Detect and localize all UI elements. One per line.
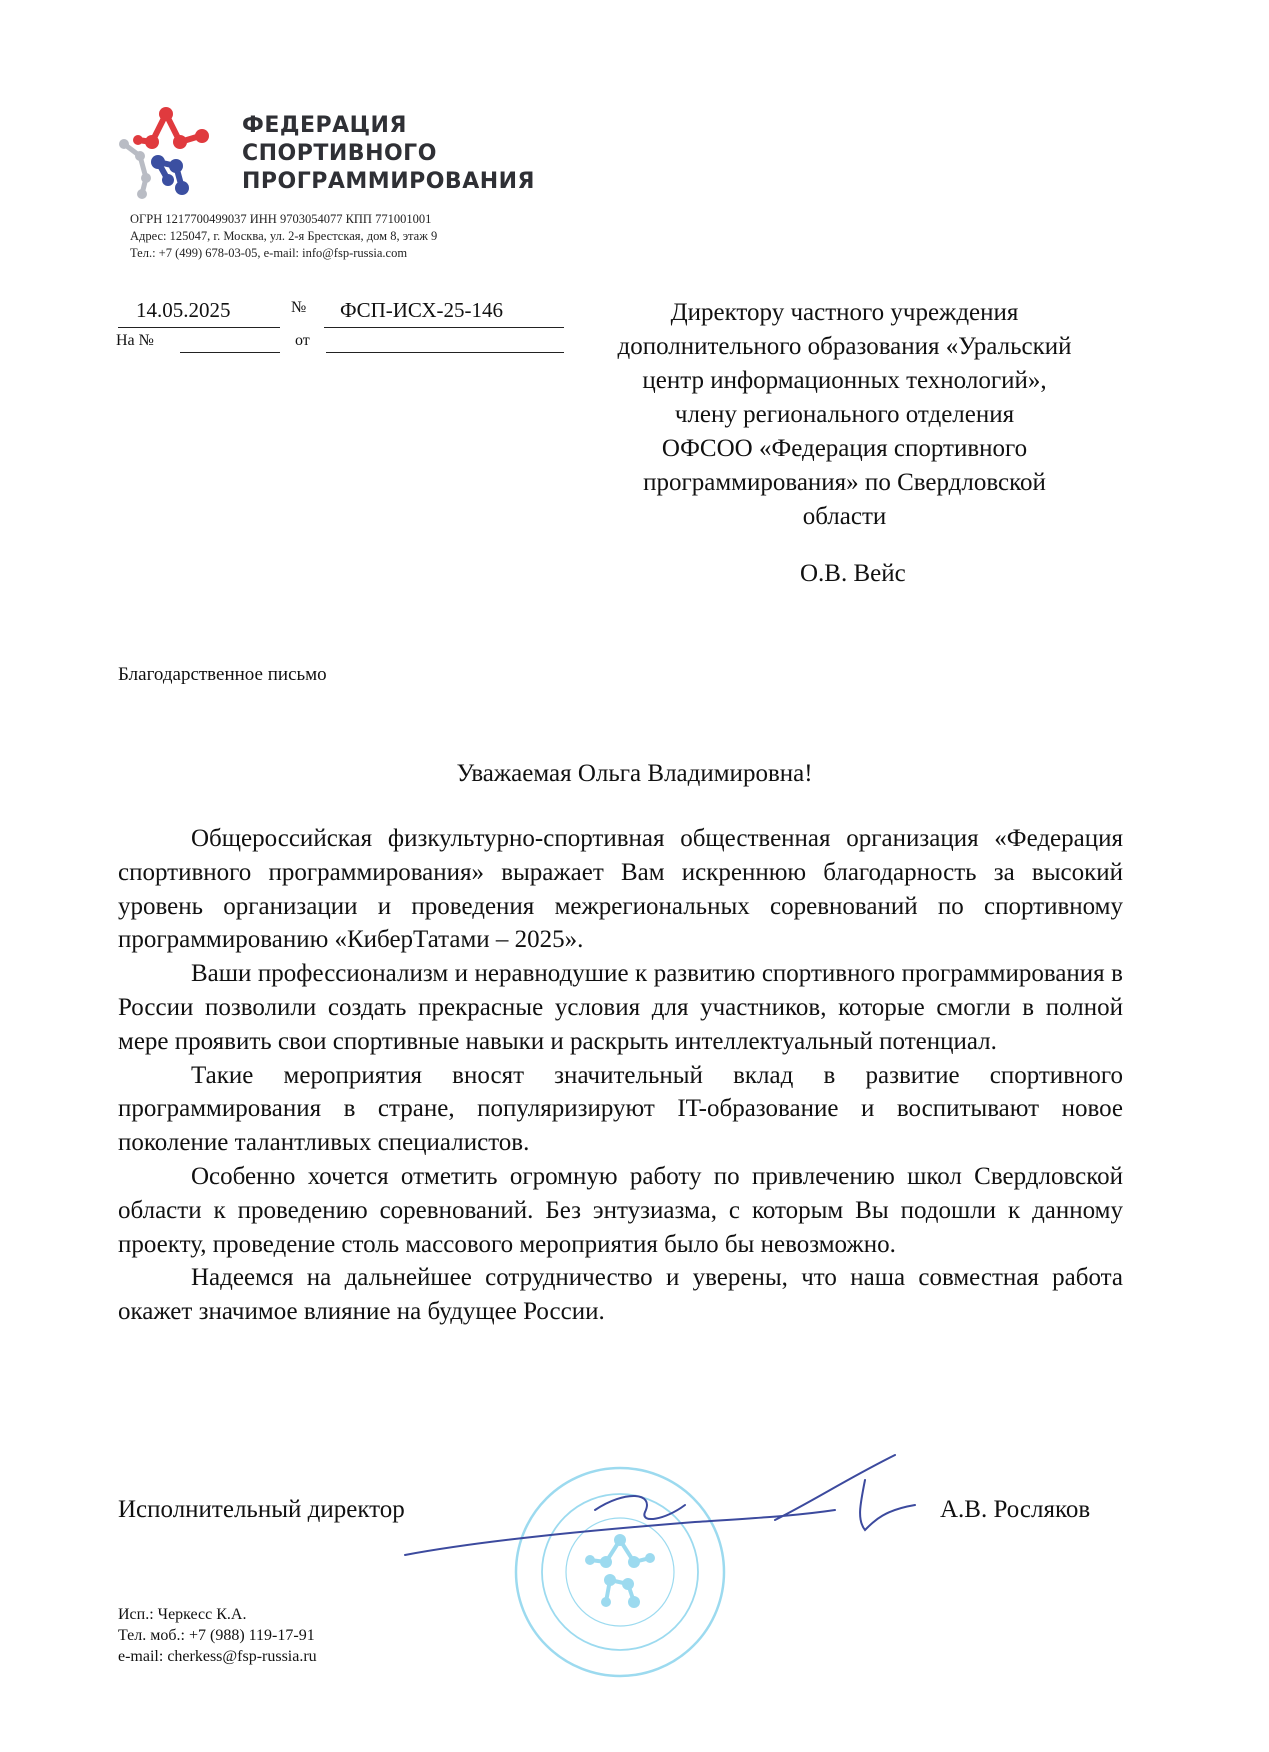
org-name-line: ФЕДЕРАЦИЯ — [242, 113, 407, 138]
addressee-line: Директору частного учреждения — [670, 299, 1019, 326]
addressee-line: ОФСОО «Федерация спортивного — [661, 435, 1028, 462]
ref-date-underline — [326, 352, 564, 353]
addressee-line: центр информационных технологий», — [642, 367, 1047, 394]
addressee-name: О.В. Вейс — [800, 560, 906, 587]
executor-phone: Тел. моб.: +7 (988) 119-17-91 — [118, 1627, 315, 1644]
executor-name: Исп.: Черкесс К.А. — [118, 1606, 247, 1623]
addressee-line: члену регионального отделения — [674, 401, 1015, 428]
signatory-title: Исполнительный директор — [118, 1496, 405, 1523]
addressee-line: дополнительного образования «Уральский — [617, 333, 1072, 360]
signatory-name: А.В. Росляков — [940, 1496, 1091, 1523]
org-registry-numbers: ОГРН 1217700499037 ИНН 9703054077 КПП 771001001 — [130, 212, 432, 226]
date-underline — [118, 327, 280, 328]
body-paragraph: Ваши профессионализм и неравнодушие к развитию спортивного программирования в России позволили создать прекрасные условия для участников, которые смогли в полной мере проявить свои спортивные навыки и раскрыть интеллектуальный потенциал. — [118, 960, 1123, 1055]
body-paragraph: Особенно хочется отметить огромную работу по привлечению школ Свердловской области к проведению соревнований. Без энтузиазма, с которым Вы подошли к данному проекту, проведение столь массового мероприятия было бы невозможно. — [118, 1162, 1123, 1258]
org-requisites — [130, 211, 530, 262]
ref-number-underline — [180, 352, 280, 353]
body-paragraph: Надеемся на дальнейшее сотрудничество и уверены, что наша совместная работа окажет значимое влияние на будущее России. — [118, 1264, 1123, 1326]
outgoing-number: ФСП-ИСХ-25-146 — [340, 298, 504, 322]
handwritten-signature-icon — [395, 1450, 935, 1570]
document-type: Благодарственное письмо — [118, 664, 327, 685]
number-underline — [324, 327, 564, 328]
outgoing-date: 14.05.2025 — [136, 298, 231, 322]
addressee-line: программирования» по Свердловской — [643, 469, 1046, 496]
executor-info — [118, 1604, 317, 1667]
org-address: Адрес: 125047, г. Москва, ул. 2-я Брестская, дом 8, этаж 9 — [130, 229, 438, 243]
org-name — [242, 112, 562, 196]
addressee-line: области — [802, 503, 887, 530]
number-sign: № — [291, 299, 307, 316]
ref-date-label: от — [295, 332, 310, 349]
fsp-logo-icon — [118, 104, 228, 204]
org-contacts: Тел.: +7 (499) 678-03-05, e-mail: info@fsp-russia.com — [130, 246, 408, 260]
body-paragraph: Общероссийская физкультурно-спортивная общественная организация «Федерация спортивного программирования» выражает Вам искреннюю благодарность за высокий уровень организации и проведения межрегиональных соревнований по спортивному программированию «КиберТатами – 2025». — [118, 825, 1123, 954]
ref-number-label: На № — [116, 332, 154, 349]
org-name-line: СПОРТИВНОГО — [242, 141, 437, 166]
letter-body — [118, 822, 1123, 1329]
body-paragraph: Такие мероприятия вносят значительный вклад в развитие спортивного программирования в стране, популяризируют IT-образование и воспитывают новое поколение талантливых специалистов. — [118, 1061, 1123, 1157]
salutation: Уважаемая Ольга Владимировна! — [456, 760, 813, 787]
executor-email: e-mail: cherkess@fsp-russia.ru — [118, 1648, 317, 1665]
org-name-line: ПРОГРАММИРОВАНИЯ — [242, 169, 535, 194]
addressee-block — [572, 296, 1117, 534]
